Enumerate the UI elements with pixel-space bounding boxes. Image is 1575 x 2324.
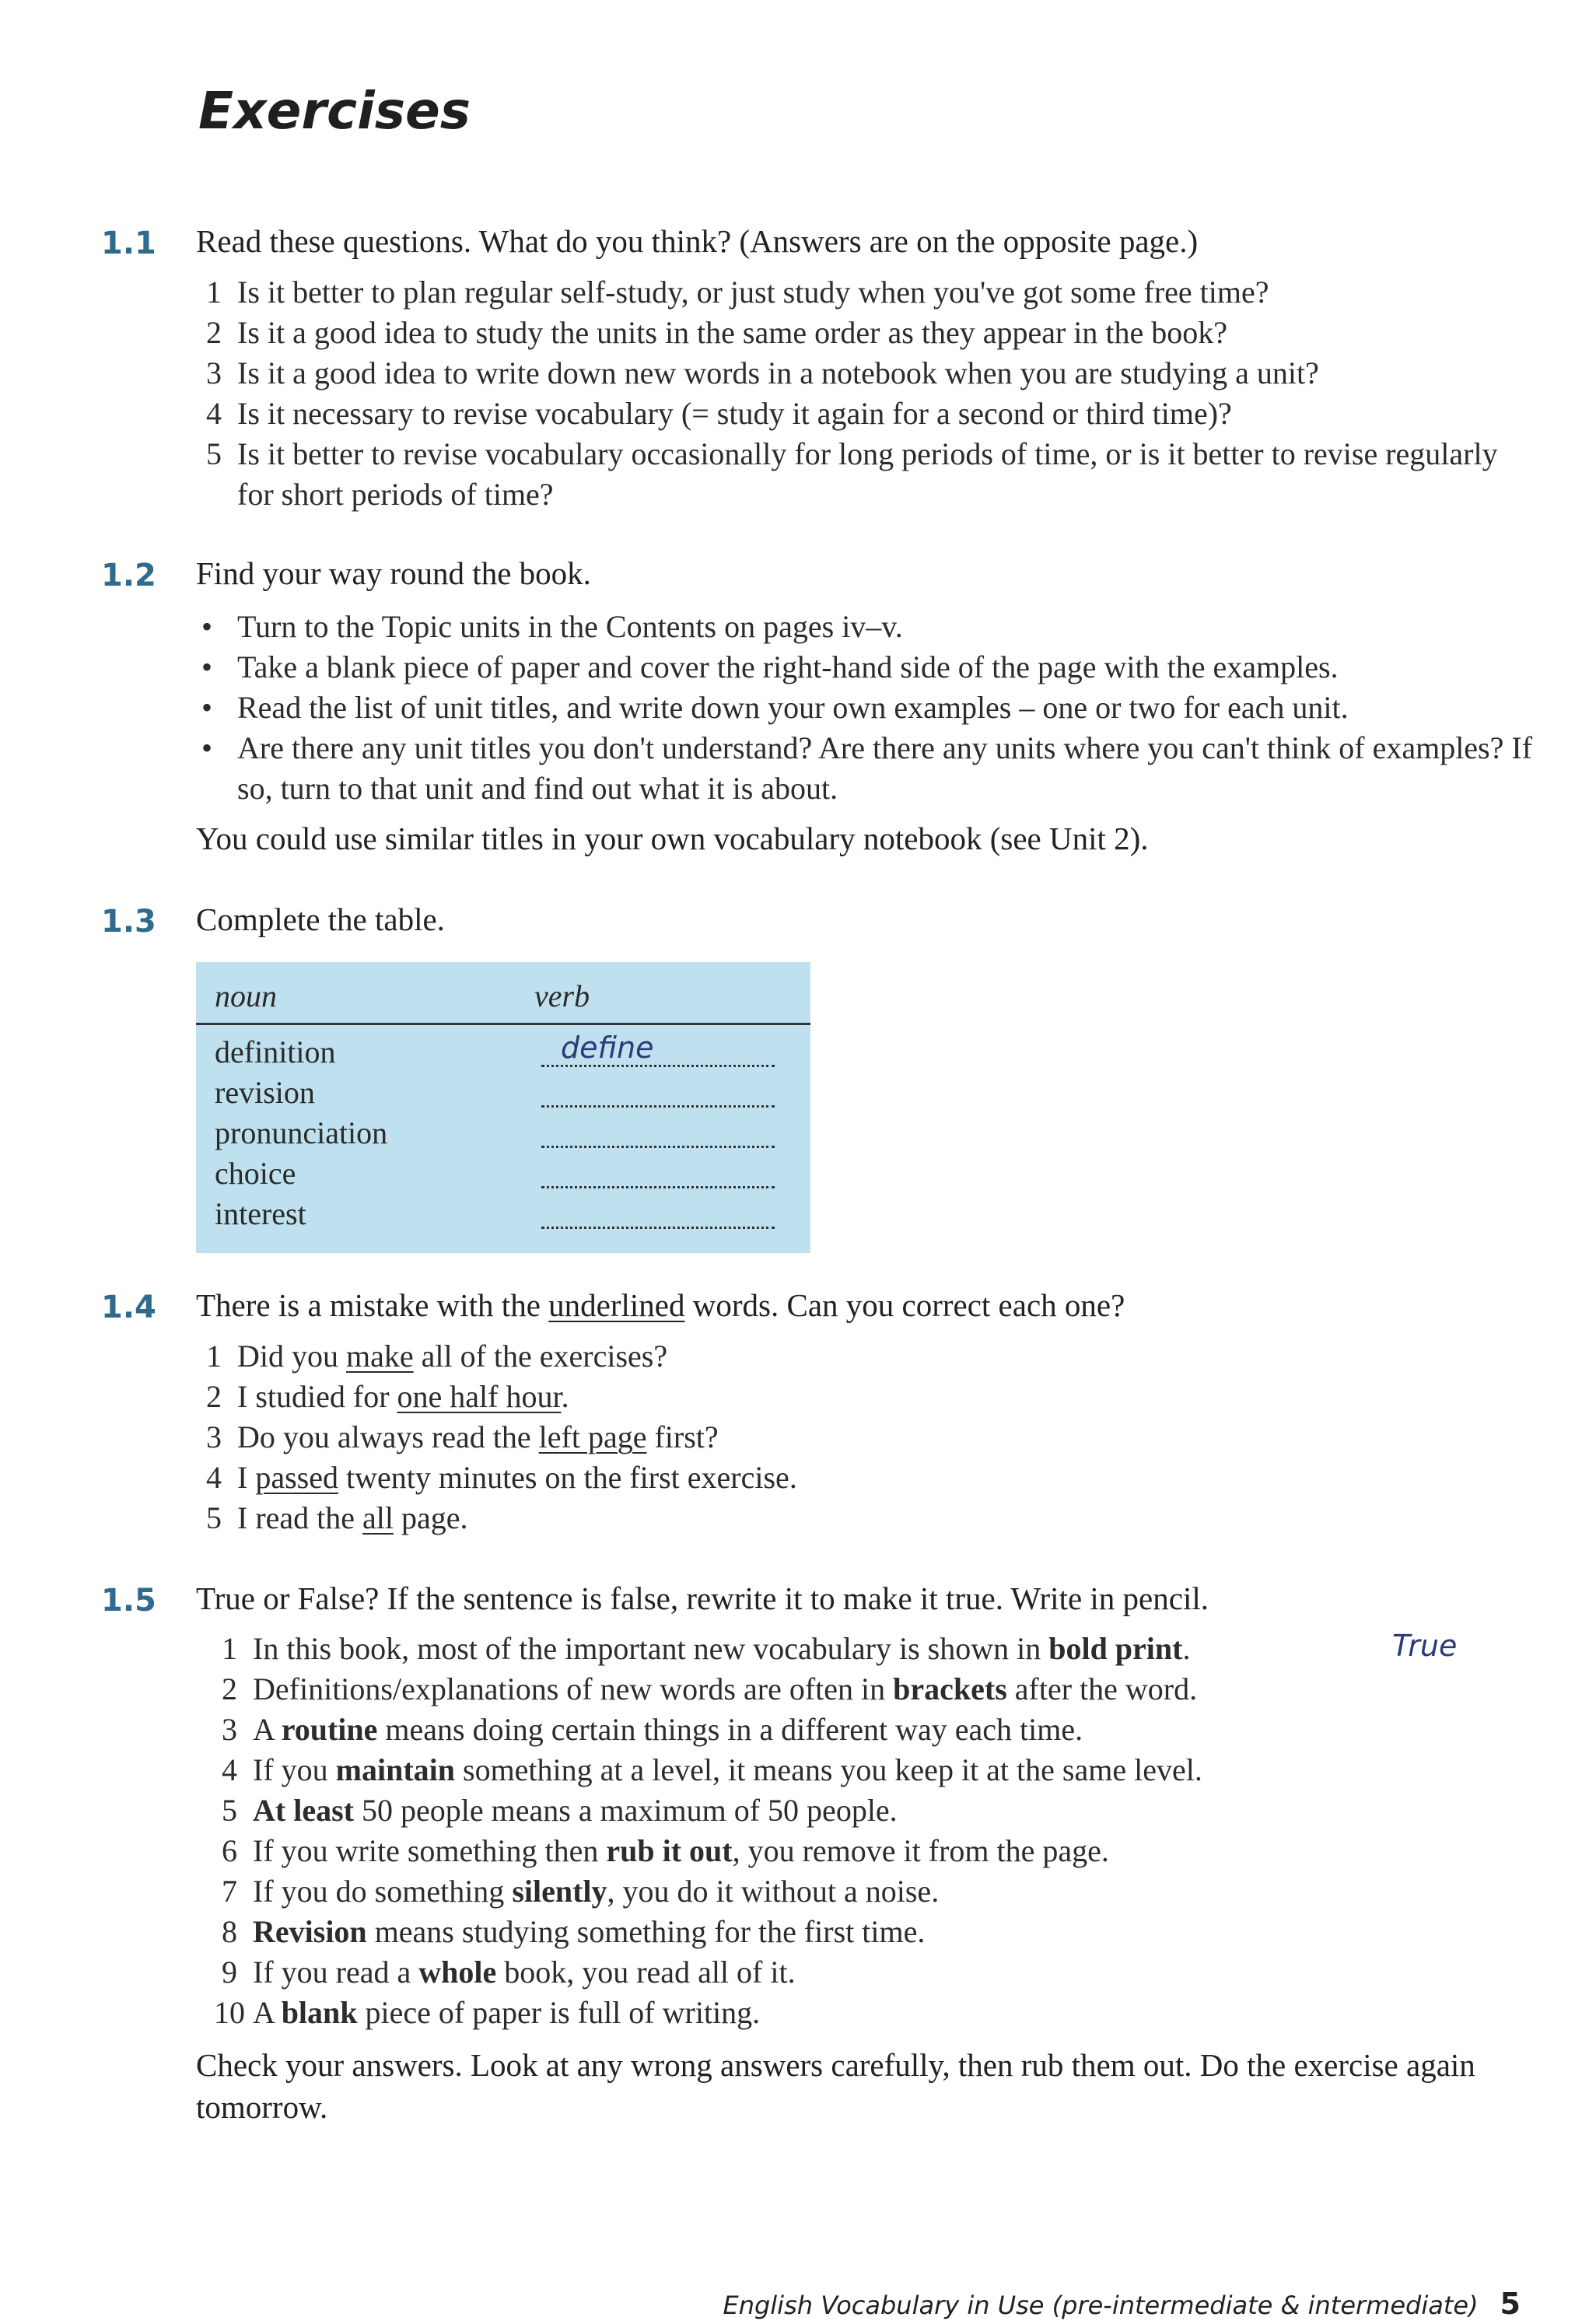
list-item: 3 Do you always read the left page first?: [206, 1419, 719, 1454]
noun-cell: revision: [215, 1075, 315, 1110]
page-number: 5: [1500, 2287, 1521, 2321]
table-row: [215, 1073, 387, 1113]
answer-blank[interactable]: [541, 1065, 775, 1067]
list-item: 4 Is it necessary to revise vocabulary (= study it again for a second or third time)?: [206, 396, 1232, 431]
bullet-list: [201, 607, 1544, 809]
answer-blank[interactable]: [541, 1227, 775, 1229]
table-row: [215, 1113, 387, 1153]
verb-answer: define: [561, 1031, 654, 1065]
list-item: • Are there any unit titles you don't understand? Are there any units where you can't think of examples? If so, turn to that unit and find out what it is about.: [201, 730, 1533, 806]
list-item: 3 Is it a good idea to write down new words in a notebook when you are studying a unit?: [206, 355, 1319, 390]
exercise-number: 1.4: [101, 1290, 156, 1325]
list-item: 1 In this book, most of the important new vocabulary is shown in bold print.: [222, 1631, 1191, 1666]
answer-blank[interactable]: [541, 1105, 775, 1108]
question-list: [206, 272, 1513, 515]
table-row: [215, 1194, 387, 1234]
list-item: 2 Is it a good idea to study the units in the same order as they appear in the book?: [206, 315, 1228, 350]
exercise-instruction: True or False? If the sentence is false, rewrite it to make it true. Write in pencil.: [196, 1580, 1209, 1616]
exercise-number: 1.2: [101, 558, 156, 593]
handwritten-answer: True: [1392, 1629, 1458, 1663]
book-title: English Vocabulary in Use (pre-intermediate & intermediate): [723, 2291, 1479, 2320]
noun-cell: definition: [215, 1034, 336, 1069]
answer-blank[interactable]: [541, 1186, 775, 1188]
list-item: 5 At least 50 people means a maximum of 50 people.: [222, 1793, 898, 1828]
list-item: • Turn to the Topic units in the Contents on pages iv–v.: [201, 609, 903, 644]
column-header-verb: verb: [534, 978, 590, 1013]
table-body: [215, 1031, 654, 1234]
list-item: • Read the list of unit titles, and write down your own examples – one or two for each unit.: [201, 690, 1349, 725]
list-item: 1 Is it better to plan regular self-study, or just study when you've got some free time?: [206, 275, 1269, 310]
exercise-number: 1.5: [101, 1583, 156, 1619]
list-item: 4 If you maintain something at a level, it means you keep it at the same level.: [222, 1752, 1202, 1787]
list-item: 7 If you do something silently, you do it without a noise.: [222, 1874, 940, 1909]
noun-verb-table: [196, 962, 810, 1253]
list-item: 6 If you write something then rub it out, you remove it from the page.: [222, 1833, 1109, 1868]
true-false-list: [214, 1629, 1419, 2033]
exercise-note: You could use similar titles in your own vocabulary notebook (see Unit 2).: [196, 821, 1149, 856]
list-item: 5 I read the all page.: [206, 1500, 468, 1535]
page-title: Exercises: [198, 81, 471, 141]
list-item: • Take a blank piece of paper and cover the right-hand side of the page with the examples.: [201, 649, 1339, 684]
exercise-instruction: There is a mistake with the underlined words. Can you correct each one?: [196, 1287, 1125, 1323]
list-item: 5 Is it better to revise vocabulary occasionally for long periods of time, or is it better to revise regularly for short periods of time?: [206, 436, 1498, 512]
list-item: 1 Did you make all of the exercises?: [206, 1339, 668, 1374]
exercise-instruction: Complete the table.: [196, 901, 445, 937]
list-item: 9 If you read a whole book, you read all of it.: [222, 1955, 796, 1990]
correction-list: [206, 1336, 1482, 1538]
exercise-instruction: Read these questions. What do you think? (Answers are on the opposite page.): [196, 223, 1199, 259]
noun-cell: choice: [215, 1156, 296, 1191]
list-item: 10 A blank piece of paper is full of writing.: [214, 1995, 761, 2030]
column-header-noun: noun: [215, 978, 277, 1013]
table-row: [215, 1031, 654, 1073]
answer-blank[interactable]: [541, 1146, 775, 1148]
list-item: 3 A routine means doing certain things in a different way each time.: [222, 1712, 1083, 1747]
header-divider: [196, 1023, 810, 1025]
exercise-number: 1.1: [101, 226, 156, 261]
list-item: 2 I studied for one half hour.: [206, 1379, 569, 1414]
page-footer: [723, 2287, 1521, 2321]
table-row: [215, 1153, 387, 1194]
exercise-number: 1.3: [101, 904, 156, 940]
list-item: 2 Definitions/explanations of new words are often in brackets after the word.: [222, 1671, 1198, 1706]
exercise-closing: Check your answers. Look at any wrong answers carefully, then rub them out. Do the exercise again tomorrow.: [196, 2047, 1475, 2125]
exercise-instruction: Find your way round the book.: [196, 555, 591, 591]
list-item: 4 I passed twenty minutes on the first exercise.: [206, 1460, 797, 1495]
noun-cell: pronunciation: [215, 1115, 388, 1150]
noun-cell: interest: [215, 1196, 306, 1231]
list-item: 8 Revision means studying something for the first time.: [222, 1914, 926, 1949]
